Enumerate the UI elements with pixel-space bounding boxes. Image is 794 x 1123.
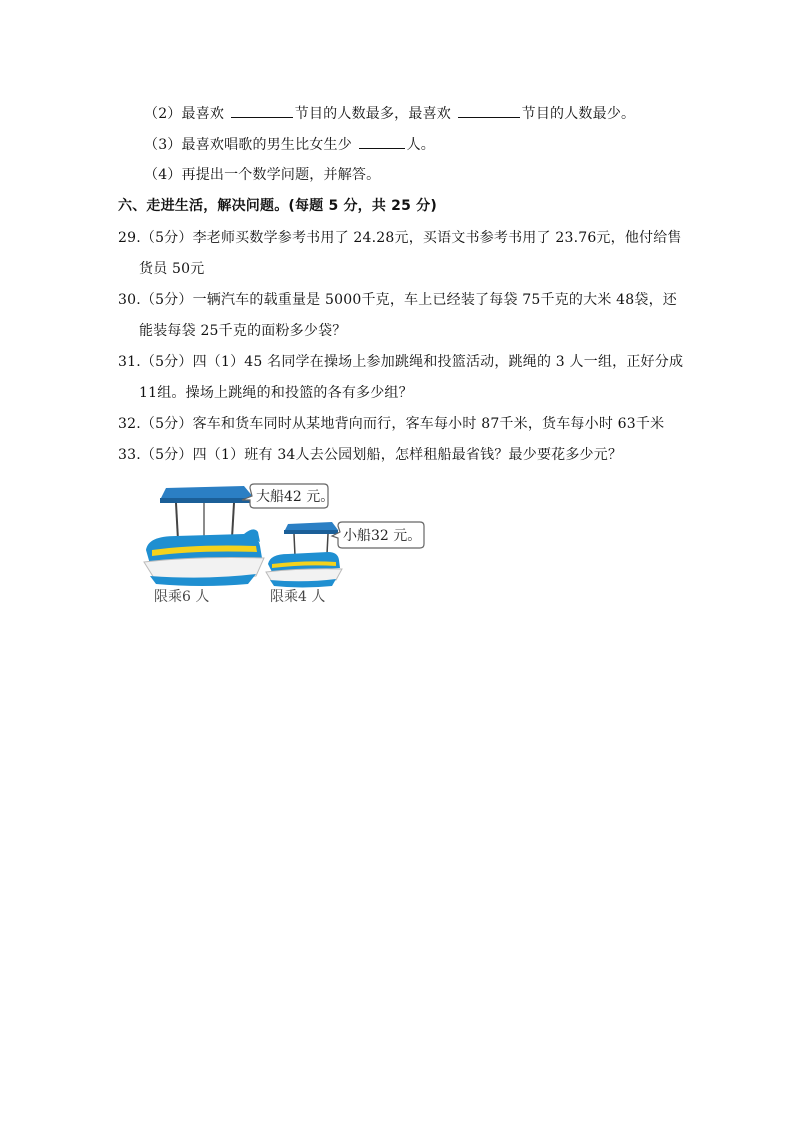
question-33: 33.（5分）四（1）班有 34人去公园划船，怎样租船最省钱？最少要花多少元？ — [118, 447, 623, 463]
question-29: 29.（5分）李老师买数学参考书用了 24.28元，买语文书参考书用了 23.76元，他付给售 — [118, 230, 682, 246]
question-text: 节目的人数最多，最喜欢 — [294, 106, 451, 122]
big-boat-image — [144, 486, 264, 586]
big-boat-price-bubble — [242, 484, 334, 508]
question-30-cont: 能装每袋 25千克的面粉多少袋？ — [139, 323, 347, 339]
question-text: （3）最喜欢唱歌的男生比女生少 — [144, 137, 352, 153]
big-boat-price: 大船42 元。 — [256, 489, 335, 505]
small-boat-image — [266, 522, 342, 588]
answer-blank[interactable] — [458, 104, 520, 118]
question-text: （2）最喜欢 — [144, 106, 225, 122]
question-part-2 — [144, 104, 635, 123]
question-30: 30.（5分）一辆汽车的载重量是 5000千克，车上已经装了每袋 75千克的大米 48袋，还 — [118, 292, 677, 308]
section-heading: 六、走进生活，解决问题。(每题 5 分，共 25 分) — [118, 198, 437, 214]
question-text: 人。 — [406, 137, 435, 153]
small-boat-limit: 限乘4 人 — [270, 589, 326, 605]
boat-rental-figure — [136, 480, 436, 610]
answer-blank[interactable] — [231, 104, 293, 118]
question-part-4: （4）再提出一个数学问题，并解答。 — [144, 167, 381, 183]
question-text: 节目的人数最少。 — [521, 106, 636, 122]
big-boat-limit: 限乘6 人 — [154, 589, 210, 605]
question-29-cont: 货员 50元 — [139, 261, 205, 277]
question-31: 31.（5分）四（1）45 名同学在操场上参加跳绳和投篮活动，跳绳的 3 人一组，正好分成 — [118, 354, 684, 370]
question-32: 32.（5分）客车和货车同时从某地背向而行，客车每小时 87千米，货车每小时 63千米 — [118, 416, 665, 432]
small-boat-price: 小船32 元。 — [343, 528, 422, 544]
answer-blank[interactable] — [359, 135, 405, 149]
question-31-cont: 11组。操场上跳绳的和投篮的各有多少组？ — [139, 385, 413, 401]
question-part-3 — [144, 135, 435, 154]
small-boat-price-bubble — [332, 522, 424, 548]
